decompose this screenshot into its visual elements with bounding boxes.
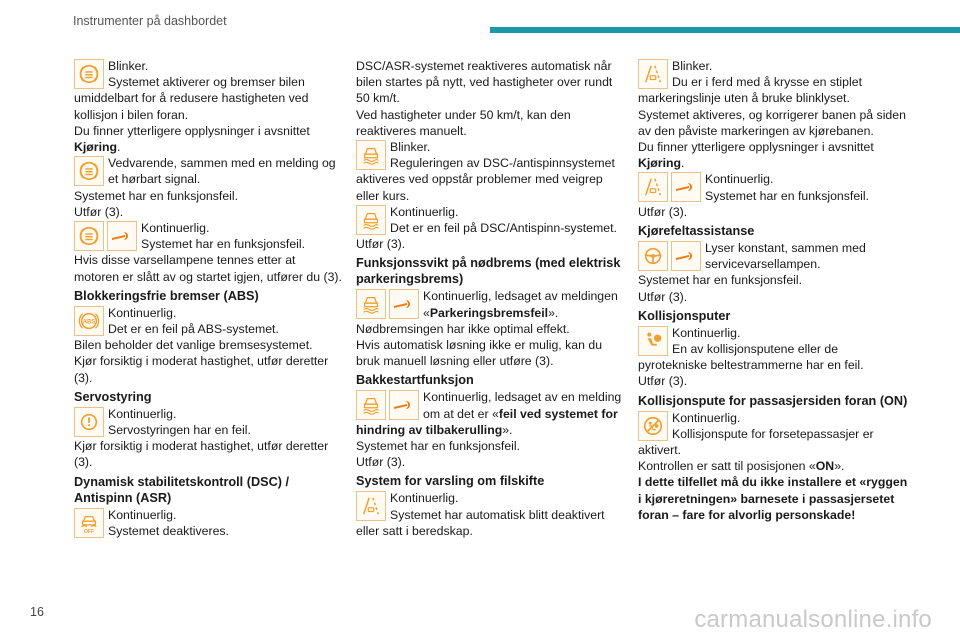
entry-text: Det er en feil på ABS-systemet.	[108, 322, 279, 337]
dsc-icon	[356, 390, 386, 420]
steering-warning-icon	[74, 407, 104, 437]
wrench-icon	[671, 172, 701, 202]
entry-text: Systemet har en funksjonsfeil.	[705, 188, 870, 203]
entry-text: Kontinuerlig.	[390, 491, 459, 506]
entry-collision-persistent	[74, 155, 342, 220]
dsc-icon	[356, 289, 386, 319]
entry-text: Du finner ytterligere opplysninger i avsnittet	[638, 140, 874, 155]
entry-text: Kontinuerlig.	[390, 204, 459, 219]
entry-text: «Parkeringsbremsfeil».	[423, 305, 559, 320]
entry-text: Servostyringen har en feil.	[108, 423, 251, 438]
entry-airbags	[638, 325, 910, 390]
entry-text: Du er i ferd med å krysse en stiplet markeringslinje uten å bruke blinklyset.	[638, 75, 862, 106]
entry-text: Lyser konstant, sammen med servicevarsellampen.	[705, 241, 866, 272]
entry-text: Utfør (3).	[638, 289, 688, 304]
entry-text: Systemet har en funksjonsfeil.	[74, 188, 239, 203]
entry-text: Nødbremsingen har ikke optimal effekt.	[356, 321, 570, 336]
dsc-icon	[356, 140, 386, 170]
entry-text: Utfør (3).	[638, 374, 688, 389]
column-1	[74, 58, 342, 539]
lane-departure-icon	[356, 491, 386, 521]
entry-text: En av kollisjonsputene eller de pyrotekniske beltestrammerne har en feil.	[638, 342, 864, 373]
entry-text: Kontinuerlig.	[705, 172, 774, 187]
entry-text: Bilen beholder det vanlige bremsesystemet.	[74, 338, 313, 353]
section-title-airbags: Kollisjonsputer	[638, 308, 731, 323]
entry-lane-assist	[638, 240, 910, 305]
entry-abs	[74, 305, 342, 386]
wrench-icon	[107, 221, 137, 251]
svg-text:OFF: OFF	[83, 528, 95, 534]
entry-text: Kollisjonspute for forsetepassasjer er aktivert.	[638, 426, 874, 458]
dsc-off-icon	[74, 508, 104, 538]
section-title-lane-warning: System for varsling om filskifte	[356, 474, 545, 489]
entry-text: Du finner ytterligere opplysninger i avsnittet	[74, 123, 310, 138]
entry-lane-warning	[356, 490, 626, 539]
dsc-icon	[356, 205, 386, 235]
watermark: carmanualsonline.info	[694, 606, 932, 633]
header-accent-bar	[490, 27, 960, 33]
entry-text: Systemet aktiverer og bremser bilen umiddelbart for å redusere hastigheten ved kollisjon i bilen foran.	[74, 75, 309, 122]
collision-warning-icon	[74, 221, 104, 251]
collision-warning-icon	[74, 59, 104, 89]
abs-icon	[74, 306, 104, 336]
entry-collision-blink	[74, 58, 342, 155]
entry-text: Hvis disse varsellampene tennes etter at motoren er slått av og startet igjen, utfører du (3).	[74, 253, 342, 284]
entry-emergency-brake	[356, 288, 626, 369]
entry-text: Blinker.	[108, 59, 149, 73]
entry-text: Kjør forsiktig i moderat hastighet, utfør deretter (3).	[74, 439, 329, 470]
section-title-abs: Blokkeringsfrie bremser (ABS)	[74, 288, 259, 303]
paragraph: DSC/ASR-systemet reaktiveres automatisk når bilen startes på nytt, ved hastigheter over rundt 50 km/t.	[356, 59, 613, 106]
entry-text: Kontinuerlig.	[108, 507, 177, 522]
entry-text: Kontinuerlig.	[672, 410, 741, 425]
paragraph: Ved hastigheter under 50 km/t, kan den reaktiveres manuelt.	[356, 107, 571, 138]
entry-passenger-airbag	[638, 410, 910, 523]
entry-text: Blinker.	[390, 140, 431, 155]
entry-text: Reguleringen av DSC-/antispinnsystemet aktiveres ved oppstår problemer med veigrep eller kurs.	[356, 156, 615, 203]
wrench-icon	[389, 390, 419, 420]
entry-text: Kontrollen er satt til posisjonen «ON».	[638, 459, 845, 474]
entry-lane-fault	[638, 171, 910, 220]
entry-servo	[74, 406, 342, 471]
entry-hill-start	[356, 389, 626, 470]
entry-text: Vedvarende, sammen med en melding og et hørbart signal.	[108, 156, 336, 187]
entry-dsc-blink	[356, 139, 626, 204]
entry-text: Systemet har en funksjonsfeil.	[141, 237, 306, 252]
lane-departure-icon	[638, 172, 668, 202]
entry-text: Kjør forsiktig i moderat hastighet, utfør deretter (3).	[74, 354, 329, 385]
entry-text: Kontinuerlig.	[108, 305, 177, 320]
entry-text: Kontinuerlig.	[108, 406, 177, 421]
entry-text: Systemet aktiveres, og korrigerer banen på siden av den påviste markeringen av kjørebanen.	[638, 107, 906, 138]
entry-text: Kjøring.	[74, 140, 121, 155]
entry-text: Blinker.	[672, 59, 713, 73]
entry-text: Kontinuerlig.	[141, 221, 210, 236]
entry-text: Kontinuerlig, ledsaget av meldingen	[423, 289, 618, 304]
passenger-airbag-icon	[638, 411, 668, 441]
header-title: Instrumenter på dashbordet	[73, 14, 227, 28]
entry-text: Kontinuerlig, ledsaget av en melding om at det er «feil ved systemet for hindring av tilbakerulling».	[356, 390, 622, 437]
wrench-icon	[389, 289, 419, 319]
page-number: 16	[30, 605, 44, 619]
entry-text: Systemet har en funksjonsfeil.	[638, 273, 803, 288]
section-title-hill-start: Bakkestartfunksjon	[356, 373, 474, 388]
column-2	[356, 58, 626, 539]
entry-text: Hvis automatisk løsning ikke er mulig, kan du bruk manuell løsning eller utføre (3).	[356, 338, 603, 369]
entry-dsc	[74, 507, 342, 539]
collision-warning-icon	[74, 156, 104, 186]
section-title-lane-assist: Kjørefeltassistanse	[638, 224, 755, 239]
entry-text: Utfør (3).	[356, 237, 406, 252]
entry-text: Det er en feil på DSC/Antispinn-systemet.	[390, 221, 617, 236]
entry-text: Utfør (3).	[74, 204, 124, 219]
section-title-dsc: Dynamisk stabilitetskontroll (DSC) / Antispinn (ASR)	[74, 474, 290, 505]
svg-text:ABS: ABS	[82, 319, 96, 326]
wrench-icon	[671, 241, 701, 271]
steering-wheel-icon	[638, 241, 668, 271]
entry-text: Systemet har en funksjonsfeil.	[356, 439, 521, 454]
section-title-servo: Servostyring	[74, 389, 152, 404]
entry-text: Kontinuerlig.	[672, 325, 741, 340]
entry-lane-blink	[638, 58, 910, 171]
entry-text: Kjøring.	[638, 156, 685, 171]
entry-text: Utfør (3).	[638, 204, 688, 219]
entry-text: Utfør (3).	[356, 455, 406, 470]
column-3	[638, 58, 910, 523]
lane-departure-icon	[638, 59, 668, 89]
section-title-emergency-brake: Funksjonssvikt på nødbrems (med elektrisk parkeringsbrems)	[356, 256, 621, 287]
warning-text: I dette tilfellet må du ikke installere et «ryggen i kjøreretningen» barnesete i passasjersetet foran – fare for alvorlig personskade!	[638, 475, 908, 522]
airbag-icon	[638, 326, 668, 356]
entry-text: Systemet har automatisk blitt deaktivert eller satt i beredskap.	[356, 507, 605, 538]
entry-collision-service	[74, 220, 342, 285]
section-title-passenger-airbag: Kollisjonspute for passasjersiden foran (ON)	[638, 393, 908, 408]
entry-text: Systemet deaktiveres.	[108, 523, 229, 538]
entry-dsc-fault	[356, 204, 626, 253]
